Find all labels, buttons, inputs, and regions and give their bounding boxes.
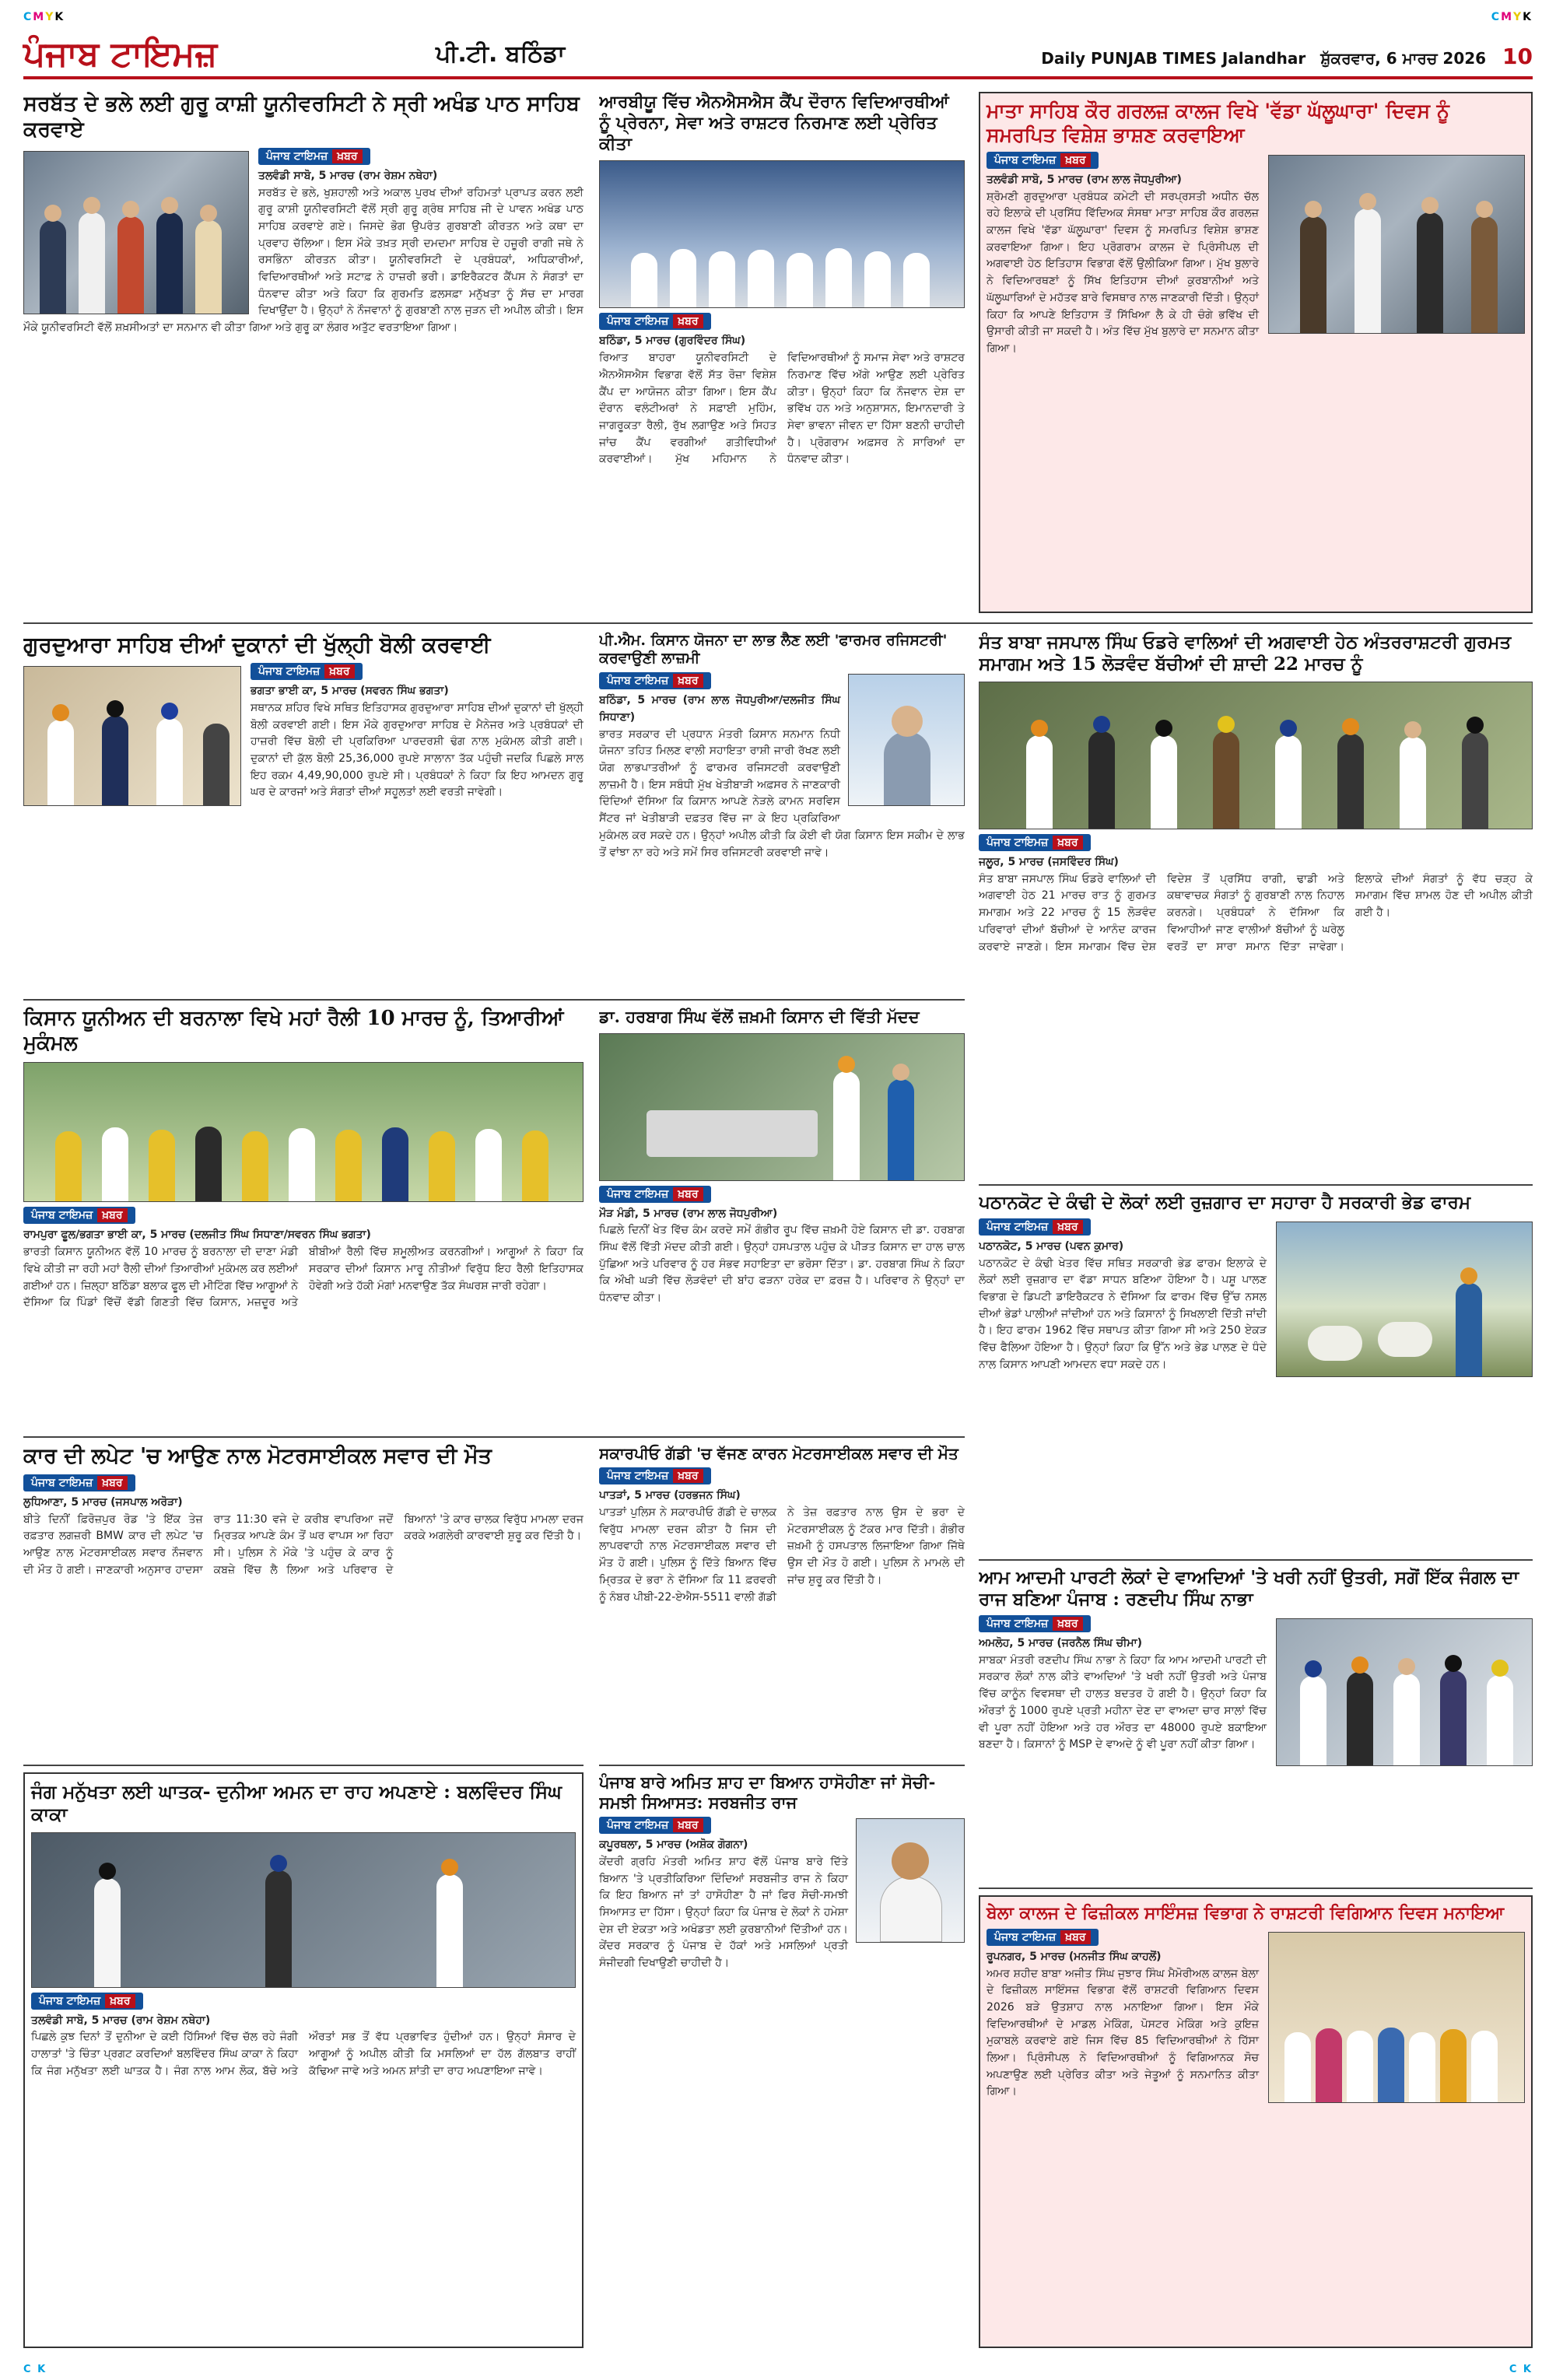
byline-badge: ਪੰਜਾਬ ਟਾਇਮਜ਼ ਖ਼ਬਰ [23,1207,135,1224]
article-photo [1268,1932,1525,2103]
article-body: ਕੇਂਦਰੀ ਗ੍ਰਹਿ ਮੰਤਰੀ ਅਮਿਤ ਸ਼ਾਹ ਵੱਲੋਂ ਪੰਜਾਬ ਬਾਰੇ ਦਿੱਤੇ ਬਿਆਨ 'ਤੇ ਪ੍ਰਤੀਕਿਰਿਆ ਦਿੰਦਿਆਂ ਸਰਬਜੀਤ ਰਾਜ ਨੇ ਕਿਹਾ ਕਿ ਇਹ ਬਿਆਨ ਜਾਂ ਤਾਂ ਹਾਸੋਹੀਣਾ ਹੈ ਜਾਂ ਫਿਰ ਸੋਚੀ-ਸਮਝੀ ਸਿਆਸਤ ਦਾ ਹਿੱਸਾ। ਉਨ੍ਹਾਂ ਕਿਹਾ ਕਿ ਪੰਜਾਬ ਦੇ ਲੋਕਾਂ ਨੇ ਹਮੇਸ਼ਾ ਦੇਸ਼ ਦੀ ਏਕਤਾ ਅਤੇ ਅਖੰਡਤਾ ਲਈ ਕੁਰਬਾਨੀਆਂ ਦਿੱਤੀਆਂ ਹਨ। ਕੇਂਦਰ ਸਰਕਾਰ ਨੂੰ ਪੰਜਾਬ ਦੇ ਹੱਕਾਂ ਅਤੇ ਮਸਲਿਆਂ ਪ੍ਰਤੀ ਸੰਜੀਦਗੀ ਦਿਖਾਉਣੀ ਚਾਹੀਦੀ ਹੈ। [599,1855,848,1970]
article-headline: ਡਾ. ਹਰਬਾਗ ਸਿੰਘ ਵੱਲੋਂ ਜ਼ਖ਼ਮੀ ਕਿਸਾਨ ਦੀ ਵਿੱਤੀ ਮੱਦਦ [599,1007,920,1026]
byline-badge: ਪੰਜਾਬ ਟਾਇਮਜ਼ ਖ਼ਬਰ [599,1186,711,1203]
article-dateline: ਜਲੂਰ, 5 ਮਾਰਚ (ਜਸਵਿੰਦਰ ਸਿੰਘ) [979,856,1119,869]
article-dateline: ਤਲਵੰਡੀ ਸਾਬੋ, 5 ਮਾਰਚ (ਰਾਮ ਰੇਸ਼ਮ ਨਥੇਹਾ) [31,2014,211,2027]
byline-badge: ਪੰਜਾਬ ਟਾਇਮਜ਼ ਖ਼ਬਰ [979,834,1091,851]
article-body: ਭਾਰਤੀ ਕਿਸਾਨ ਯੂਨੀਅਨ ਵੱਲੋਂ 10 ਮਾਰਚ ਨੂੰ ਬਰਨਾਲਾ ਦੀ ਦਾਣਾ ਮੰਡੀ ਵਿਖੇ ਕੀਤੀ ਜਾ ਰਹੀ ਮਹਾਂ ਰੈਲੀ ਦੀਆਂ ਤਿਆਰੀਆਂ ਮੁਕੰਮਲ ਕਰ ਲਈਆਂ ਗਈਆਂ ਹਨ। ਜ਼ਿਲ੍ਹਾ ਬਠਿੰਡਾ ਬਲਾਕ ਫੂਲ ਦੀ ਮੀਟਿੰਗ ਵਿੱਚ ਆਗੂਆਂ ਨੇ ਦੱਸਿਆ ਕਿ ਪਿੰਡਾਂ ਵਿੱਚੋਂ ਵੱਡੀ ਗਿਣਤੀ ਵਿੱਚ ਕਿਸਾਨ, ਮਜ਼ਦੂਰ ਅਤੇ ਬੀਬੀਆਂ ਰੈਲੀ ਵਿੱਚ ਸ਼ਮੂਲੀਅਤ ਕਰਨਗੀਆਂ। ਆਗੂਆਂ ਨੇ ਕਿਹਾ ਕਿ ਸਰਕਾਰ ਦੀਆਂ ਕਿਸਾਨ ਮਾਰੂ ਨੀਤੀਆਂ ਵਿਰੁੱਧ ਇਹ ਰੈਲੀ ਇਤਿਹਾਸਕ ਹੋਵੇਗੀ ਅਤੇ ਹੱਕੀ ਮੰਗਾਂ ਮਨਵਾਉਣ ਤੱਕ ਸੰਘਰਸ਼ ਜਾਰੀ ਰਹੇਗਾ। [23,1246,584,1309]
article-headline: ਆਮ ਆਦਮੀ ਪਾਰਟੀ ਲੋਕਾਂ ਦੇ ਵਾਅਦਿਆਂ 'ਤੇ ਖਰੀ ਨਹੀਂ ਉਤਰੀ, ਸਗੋਂ ਇੱਕ ਜੰਗਲ ਦਾ ਰਾਜ ਬਣਿਆ ਪੰਜਾਬ : ਰਣਦੀਪ ਸਿੰਘ ਨਾਭਾ [979,1567,1519,1611]
article-bmw-accident [23,1444,584,1755]
article-dateline: ਰਾਮਪੁਰਾ ਫੂਲ/ਭਗਤਾ ਭਾਈ ਕਾ, 5 ਮਾਰਚ (ਦਲਜੀਤ ਸਿੰਘ ਸਿਧਾਣਾ/ਸਵਰਨ ਸਿੰਘ ਭਗਤਾ) [23,1229,371,1242]
article-photo [856,1818,965,1943]
article-dateline: ਰੂਪਨਗਰ, 5 ਮਾਰਚ (ਮਨਜੀਤ ਸਿੰਘ ਕਾਹਲੋਂ) [987,1950,1162,1963]
article-body: ਅਮਰ ਸ਼ਹੀਦ ਬਾਬਾ ਅਜੀਤ ਸਿੰਘ ਜੁਝਾਰ ਸਿੰਘ ਮੈਮੋਰੀਅਲ ਕਾਲਜ ਬੇਲਾ ਦੇ ਫਿਜ਼ੀਕਲ ਸਾਇੰਸਜ਼ ਵਿਭਾਗ ਵੱਲੋਂ ਰਾਸ਼ਟਰੀ ਵਿਗਿਆਨ ਦਿਵਸ 2026 ਬੜੇ ਉਤਸ਼ਾਹ ਨਾਲ ਮਨਾਇਆ ਗਿਆ। ਇਸ ਮੌਕੇ ਵਿਦਿਆਰਥੀਆਂ ਦੇ ਮਾਡਲ ਮੇਕਿੰਗ, ਪੋਸਟਰ ਮੇਕਿੰਗ ਅਤੇ ਕੁਇਜ਼ ਮੁਕਾਬਲੇ ਕਰਵਾਏ ਗਏ ਜਿਸ ਵਿੱਚ 85 ਵਿਦਿਆਰਥੀਆਂ ਨੇ ਹਿੱਸਾ ਲਿਆ। ਪ੍ਰਿੰਸੀਪਲ ਨੇ ਵਿਦਿਆਰਥੀਆਂ ਨੂੰ ਵਿਗਿਆਨਕ ਸੋਚ ਅਪਣਾਉਣ ਲਈ ਪ੍ਰੇਰਿਤ ਕੀਤਾ ਅਤੇ ਜੇਤੂਆਂ ਨੂੰ ਸਨਮਾਨਿਤ ਕੀਤਾ ਗਿਆ। [987,1967,1259,2098]
article-gurmat-samagam [979,632,1533,1176]
issue-date: ਸ਼ੁੱਕਰਵਾਰ, 6 ਮਾਰਚ 2026 [1320,49,1487,68]
article-headline: ਬੇਲਾ ਕਾਲਜ ਦੇ ਫਿਜ਼ੀਕਲ ਸਾਇੰਸਜ਼ ਵਿਭਾਗ ਨੇ ਰਾਸ਼ਟਰੀ ਵਿਗਿਆਨ ਦਿਵਸ ਮਨਾਇਆ [987,1903,1505,1923]
article-headline: ਸਕਾਰਪੀਓ ਗੱਡੀ 'ਚ ਵੱਜਣ ਕਾਰਨ ਮੋਟਰਸਾਈਕਲ ਸਵਾਰ ਦੀ ਮੌਤ [599,1444,958,1463]
byline-badge: ਪੰਜਾਬ ਟਾਇਮਜ਼ ਖ਼ਬਰ [23,1474,135,1491]
article-dateline: ਤਲਵੰਡੀ ਸਾਬੋ, 5 ਮਾਰਚ (ਰਾਮ ਰੇਸ਼ਮ ਨਥੇਹਾ) [258,169,438,182]
edition-name: Daily PUNJAB TIMES Jalandhar [1041,49,1306,68]
article-dateline: ਪਠਾਨਕੋਟ, 5 ਮਾਰਚ (ਪਵਨ ਕੁਮਾਰ) [979,1240,1124,1253]
article-headline: ਕਿਸਾਨ ਯੂਨੀਅਨ ਦੀ ਬਰਨਾਲਾ ਵਿਖੇ ਮਹਾਂ ਰੈਲੀ 10 ਮਾਰਚ ਨੂੰ, ਤਿਆਰੀਆਂ ਮੁਕੰਮਲ [23,1007,564,1055]
article-headline: ਸੰਤ ਬਾਬਾ ਜਸਪਾਲ ਸਿੰਘ ਓਡਰੇ ਵਾਲਿਆਂ ਦੀ ਅਗਵਾਈ ਹੇਠ ਅੰਤਰਰਾਸ਼ਟਰੀ ਗੁਰਮਤ ਸਮਾਗਮ ਅਤੇ 15 ਲੋੜਵੰਦ ਬੱਚੀਆਂ ਦੀ ਸ਼ਾਦੀ 22 ਮਾਰਚ ਨੂੰ [979,632,1512,675]
byline-badge: ਪੰਜਾਬ ਟਾਇਮਜ਼ ਖ਼ਬਰ [31,1993,143,2010]
article-scorpio-accident [599,1444,965,1755]
article-body: ਬੀਤੇ ਦਿਨੀਂ ਫ਼ਿਰੋਜ਼ਪੁਰ ਰੋਡ 'ਤੇ ਇੱਕ ਤੇਜ਼ ਰਫ਼ਤਾਰ ਲਗਜ਼ਰੀ BMW ਕਾਰ ਦੀ ਲਪੇਟ 'ਚ ਆਉਣ ਨਾਲ ਮੋਟਰਸਾਈਕਲ ਸਵਾਰ ਨੌਜਵਾਨ ਦੀ ਮੌਤ ਹੋ ਗਈ। ਜਾਣਕਾਰੀ ਅਨੁਸਾਰ ਹਾਦਸਾ ਰਾਤ 11:30 ਵਜੇ ਦੇ ਕਰੀਬ ਵਾਪਰਿਆ ਜਦੋਂ ਮ੍ਰਿਤਕ ਆਪਣੇ ਕੰਮ ਤੋਂ ਘਰ ਵਾਪਸ ਆ ਰਿਹਾ ਸੀ। ਪੁਲਿਸ ਨੇ ਮੌਕੇ 'ਤੇ ਪਹੁੰਚ ਕੇ ਕਾਰ ਨੂੰ ਕਬਜ਼ੇ ਵਿੱਚ ਲੈ ਲਿਆ ਅਤੇ ਪਰਿਵਾਰ ਦੇ ਬਿਆਨਾਂ 'ਤੇ ਕਾਰ ਚਾਲਕ ਵਿਰੁੱਧ ਮਾਮਲਾ ਦਰਜ ਕਰਕੇ ਅਗਲੇਰੀ ਕਾਰਵਾਈ ਸ਼ੁਰੂ ਕਰ ਦਿੱਤੀ ਹੈ। [23,1512,584,1576]
byline-badge: ਪੰਜਾਬ ਟਾਇਮਜ਼ ਖ਼ਬਰ [599,313,711,330]
article-headline: ਪੰਜਾਬ ਬਾਰੇ ਅਮਿਤ ਸ਼ਾਹ ਦਾ ਬਿਆਨ ਹਾਸੋਹੀਣਾ ਜਾਂ ਸੋਚੀ-ਸਮਝੀ ਸਿਆਸਤ: ਸਰਬਜੀਤ ਰਾਜ [599,1772,936,1812]
edition-info [1041,44,1533,69]
article-war-peace [23,1772,584,2348]
article-body: ਪਿਛਲੇ ਕੁਝ ਦਿਨਾਂ ਤੋਂ ਦੁਨੀਆ ਦੇ ਕਈ ਹਿੱਸਿਆਂ ਵਿੱਚ ਚੱਲ ਰਹੇ ਜੰਗੀ ਹਾਲਾਤਾਂ 'ਤੇ ਚਿੰਤਾ ਪ੍ਰਗਟ ਕਰਦਿਆਂ ਬਲਵਿੰਦਰ ਸਿੰਘ ਕਾਕਾ ਨੇ ਕਿਹਾ ਕਿ ਜੰਗ ਮਨੁੱਖਤਾ ਲਈ ਘਾਤਕ ਹੈ। ਜੰਗ ਨਾਲ ਆਮ ਲੋਕ, ਬੱਚੇ ਅਤੇ ਔਰਤਾਂ ਸਭ ਤੋਂ ਵੱਧ ਪ੍ਰਭਾਵਿਤ ਹੁੰਦੀਆਂ ਹਨ। ਉਨ੍ਹਾਂ ਸੰਸਾਰ ਦੇ ਆਗੂਆਂ ਨੂੰ ਅਪੀਲ ਕੀਤੀ ਕਿ ਮਸਲਿਆਂ ਦਾ ਹੱਲ ਗੱਲਬਾਤ ਰਾਹੀਂ ਕੱਢਿਆ ਜਾਵੇ ਅਤੇ ਅਮਨ ਸ਼ਾਂਤੀ ਦਾ ਰਾਹ ਅਪਣਾਇਆ ਜਾਵੇ। [31,2031,576,2077]
article-dateline: ਬਠਿੰਡਾ, 5 ਮਾਰਚ (ਰਾਮ ਲਾਲ ਜੋਧਪੁਰੀਆ/ਦਲਜੀਤ ਸਿੰਘ ਸਿਧਾਣਾ) [599,694,840,724]
article-body: ਰਿਆਤ ਬਾਹਰਾ ਯੂਨੀਵਰਸਿਟੀ ਦੇ ਐਨਐਸਐਸ ਵਿਭਾਗ ਵੱਲੋਂ ਸੱਤ ਰੋਜ਼ਾ ਵਿਸ਼ੇਸ਼ ਕੈਂਪ ਦਾ ਆਯੋਜਨ ਕੀਤਾ ਗਿਆ। ਇਸ ਕੈਂਪ ਦੌਰਾਨ ਵਲੰਟੀਅਰਾਂ ਨੇ ਸਫ਼ਾਈ ਮੁਹਿੰਮ, ਜਾਗਰੂਕਤਾ ਰੈਲੀ, ਰੁੱਖ ਲਗਾਉਣ ਅਤੇ ਸਿਹਤ ਜਾਂਚ ਕੈਂਪ ਵਰਗੀਆਂ ਗਤੀਵਿਧੀਆਂ ਕਰਵਾਈਆਂ। ਮੁੱਖ ਮਹਿਮਾਨ ਨੇ ਵਿਦਿਆਰਥੀਆਂ ਨੂੰ ਸਮਾਜ ਸੇਵਾ ਅਤੇ ਰਾਸ਼ਟਰ ਨਿਰਮਾਣ ਵਿੱਚ ਅੱਗੇ ਆਉਣ ਲਈ ਪ੍ਰੇਰਿਤ ਕੀਤਾ। ਉਨ੍ਹਾਂ ਕਿਹਾ ਕਿ ਨੌਜਵਾਨ ਦੇਸ਼ ਦਾ ਭਵਿੱਖ ਹਨ ਅਤੇ ਅਨੁਸ਼ਾਸਨ, ਇਮਾਨਦਾਰੀ ਤੇ ਸੇਵਾ ਭਾਵਨਾ ਜੀਵਨ ਦਾ ਹਿੱਸਾ ਬਣਨੀ ਚਾਹੀਦੀ ਹੈ। ਪ੍ਰੋਗਰਾਮ ਅਫ਼ਸਰ ਨੇ ਸਾਰਿਆਂ ਦਾ ਧੰਨਵਾਦ ਕੀਤਾ। [599,352,965,466]
page-section: ਪੀ.ਟੀ. ਬਠਿੰਡਾ [436,40,566,68]
color-registration-left: CMYK [23,11,65,23]
byline-badge: ਪੰਜਾਬ ਟਾਇਮਜ਼ ਖ਼ਬਰ [987,1929,1099,1946]
article-body: ਸ਼੍ਰੋਮਣੀ ਗੁਰਦੁਆਰਾ ਪ੍ਰਬੰਧਕ ਕਮੇਟੀ ਦੀ ਸਰਪ੍ਰਸਤੀ ਅਧੀਨ ਚੱਲ ਰਹੇ ਇਲਾਕੇ ਦੀ ਪ੍ਰਸਿੱਧ ਵਿੱਦਿਅਕ ਸੰਸਥਾ ਮਾਤਾ ਸਾਹਿਬ ਕੌਰ ਗਰਲਜ਼ ਕਾਲਜ ਵਿਖੇ 'ਵੱਡਾ ਘੱਲੂਘਾਰਾ' ਦਿਵਸ ਨੂੰ ਸਮਰਪਿਤ ਵਿਸ਼ੇਸ਼ ਭਾਸ਼ਣ ਕਰਵਾਇਆ ਗਿਆ। ਇਹ ਪ੍ਰੋਗਰਾਮ ਕਾਲਜ ਦੇ ਪ੍ਰਿੰਸੀਪਲ ਦੀ ਅਗਵਾਈ ਹੇਠ ਇਤਿਹਾਸ ਵਿਭਾਗ ਵੱਲੋਂ ਉਲੀਕਿਆ ਗਿਆ। ਮੁੱਖ ਬੁਲਾਰੇ ਨੇ ਵਿਦਿਆਰਥਣਾਂ ਨੂੰ ਸਿੱਖ ਇਤਿਹਾਸ ਦੀਆਂ ਕੁਰਬਾਨੀਆਂ ਅਤੇ ਘੱਲੂਘਾਰਿਆਂ ਦੇ ਮਹੱਤਵ ਬਾਰੇ ਵਿਸਥਾਰ ਨਾਲ ਜਾਣਕਾਰੀ ਦਿੱਤੀ। ਉਨ੍ਹਾਂ ਕਿਹਾ ਕਿ ਆਪਣੇ ਇਤਿਹਾਸ ਤੋਂ ਸਿੱਖਿਆ ਲੈ ਕੇ ਹੀ ਚੰਗੇ ਭਵਿੱਖ ਦੀ ਉਸਾਰੀ ਕੀਤੀ ਜਾ ਸਕਦੀ ਹੈ। ਅੰਤ ਵਿੱਚ ਮੁੱਖ ਬੁਲਾਰੇ ਦਾ ਸਨਮਾਨ ਕੀਤਾ ਗਿਆ। [987,190,1259,355]
color-registration-right: CMYK [1491,11,1533,23]
byline-badge: ਪੰਜਾਬ ਟਾਇਮਜ਼ ਖ਼ਬਰ [979,1615,1091,1632]
page-number: 10 [1502,44,1533,69]
article-body: ਸਰਬੱਤ ਦੇ ਭਲੇ, ਖੁਸ਼ਹਾਲੀ ਅਤੇ ਅਕਾਲ ਪੁਰਖ ਦੀਆਂ ਰਹਿਮਤਾਂ ਪ੍ਰਾਪਤ ਕਰਨ ਲਈ ਗੁਰੂ ਕਾਸ਼ੀ ਯੂਨੀਵਰਸਿਟੀ ਵੱਲੋਂ ਸ੍ਰੀ ਗੁਰੂ ਗ੍ਰੰਥ ਸਾਹਿਬ ਜੀ ਦੇ ਪਾਵਨ ਅਖੰਡ ਪਾਠ ਸਾਹਿਬ ਕਰਵਾਏ ਗਏ। ਜਿਸਦੇ ਭੋਗ ਉਪਰੰਤ ਗੁਰਬਾਣੀ ਕੀਰਤਨ ਅਤੇ ਕਥਾ ਦਾ ਪ੍ਰਵਾਹ ਚੱਲਿਆ। ਇਸ ਮੌਕੇ ਤਖ਼ਤ ਸ੍ਰੀ ਦਮਦਮਾ ਸਾਹਿਬ ਦੇ ਹਜ਼ੂਰੀ ਰਾਗੀ ਜਥੇ ਨੇ ਰਸਭਿੰਨਾ ਕੀਰਤਨ ਕੀਤਾ। ਯੂਨੀਵਰਸਿਟੀ ਦੇ ਪ੍ਰਬੰਧਕਾਂ, ਅਧਿਕਾਰੀਆਂ, ਵਿਦਿਆਰਥੀਆਂ ਅਤੇ ਸਟਾਫ਼ ਨੇ ਹਾਜ਼ਰੀ ਭਰੀ। ਡਾਇਰੈਕਟਰ ਕੈਂਪਸ ਨੇ ਸੰਗਤਾਂ ਦਾ ਧੰਨਵਾਦ ਕੀਤਾ ਅਤੇ ਕਿਹਾ ਕਿ ਗੁਰਮਤਿ ਫ਼ਲਸਫ਼ਾ ਮਨੁੱਖਤਾ ਨੂੰ ਸੱਚ ਦਾ ਮਾਰਗ ਦਿਖਾਉਂਦਾ ਹੈ। ਉਨ੍ਹਾਂ ਨੇ ਨੌਜਵਾਨਾਂ ਨੂੰ ਗੁਰਬਾਣੀ ਨਾਲ ਜੁੜਨ ਦੀ ਅਪੀਲ ਕੀਤੀ। ਇਸ ਮੌਕੇ ਯੂਨੀਵਰਸਿਟੀ ਵੱਲੋਂ ਸ਼ਖ਼ਸੀਅਤਾਂ ਦਾ ਸਨਮਾਨ ਵੀ ਕੀਤਾ ਗਿਆ ਅਤੇ ਗੁਰੂ ਕਾ ਲੰਗਰ ਅਤੁੱਟ ਵਰਤਾਇਆ ਗਿਆ। [23,186,584,335]
article-photo [31,1832,576,1988]
article-body: ਪਿਛਲੇ ਦਿਨੀਂ ਖੇਤ ਵਿੱਚ ਕੰਮ ਕਰਦੇ ਸਮੇਂ ਗੰਭੀਰ ਰੂਪ ਵਿੱਚ ਜ਼ਖ਼ਮੀ ਹੋਏ ਕਿਸਾਨ ਦੀ ਡਾ. ਹਰਬਾਗ ਸਿੰਘ ਵੱਲੋਂ ਵਿੱਤੀ ਮੱਦਦ ਕੀਤੀ ਗਈ। ਉਨ੍ਹਾਂ ਹਸਪਤਾਲ ਪਹੁੰਚ ਕੇ ਪੀੜਤ ਕਿਸਾਨ ਦਾ ਹਾਲ ਚਾਲ ਪੁੱਛਿਆ ਅਤੇ ਪਰਿਵਾਰ ਨੂੰ ਹਰ ਸੰਭਵ ਸਹਾਇਤਾ ਦਾ ਭਰੋਸਾ ਦਿੱਤਾ। ਡਾ. ਹਰਬਾਗ ਸਿੰਘ ਨੇ ਕਿਹਾ ਕਿ ਔਖੀ ਘੜੀ ਵਿੱਚ ਲੋੜਵੰਦਾਂ ਦੀ ਬਾਂਹ ਫੜਨਾ ਹਰੇਕ ਦਾ ਫ਼ਰਜ਼ ਹੈ। ਪਰਿਵਾਰ ਨੇ ਉਨ੍ਹਾਂ ਦਾ ਧੰਨਵਾਦ ਕੀਤਾ। [599,1224,965,1305]
article-gurdwara-shops [23,632,584,990]
byline-badge: ਪੰਜਾਬ ਟਾਇਮਜ਼ ਖ਼ਬਰ [599,672,711,689]
article-headline: ਮਾਤਾ ਸਾਹਿਬ ਕੌਰ ਗਰਲਜ਼ ਕਾਲਜ ਵਿਖੇ 'ਵੱਡਾ ਘੱਲੂਘਾਰਾ' ਦਿਵਸ ਨੂੰ ਸਮਰਪਿਤ ਵਿਸ਼ੇਸ਼ ਭਾਸ਼ਣ ਕਰਵਾਇਆ [987,100,1449,146]
article-dateline: ਅਮਲੋਹ, 5 ਮਾਰਚ (ਜਰਨੈਲ ਸਿੰਘ ਚੀਮਾ) [979,1637,1143,1650]
article-headline: ਪੀ.ਐਮ. ਕਿਸਾਨ ਯੋਜਨਾ ਦਾ ਲਾਭ ਲੈਣ ਲਈ 'ਫਾਰਮਰ ਰਜਿਸਟਰੀ' ਕਰਵਾਉਣੀ ਲਾਜ਼ਮੀ [599,632,948,668]
article-photo [848,674,965,806]
article-photo [979,682,1533,829]
byline-badge: ਪੰਜਾਬ ਟਾਇਮਜ਼ ਖ਼ਬਰ [987,152,1099,169]
byline-badge: ਪੰਜਾਬ ਟਾਇਮਜ਼ ਖ਼ਬਰ [251,663,363,680]
footer-registration-right: C K [1509,2364,1533,2375]
article-dateline: ਤਲਵੰਡੀ ਸਾਬੋ, 5 ਮਾਰਚ (ਰਾਮ ਲਾਲ ਜੋਧਪੁਰੀਆ) [987,174,1182,186]
article-amit-shah-statement [599,1772,965,2348]
article-dateline: ਬਠਿੰਡਾ, 5 ਮਾਰਚ (ਗੁਰਵਿੰਦਰ ਸਿੰਘ) [599,335,746,348]
byline-badge: ਪੰਜਾਬ ਟਾਇਮਜ਼ ਖ਼ਬਰ [599,1817,711,1834]
newspaper-title: ਪੰਜਾਬ ਟਾਇਮਜ਼ [23,34,218,74]
article-body: ਸਾਬਕਾ ਮੰਤਰੀ ਰਣਦੀਪ ਸਿੰਘ ਨਾਭਾ ਨੇ ਕਿਹਾ ਕਿ ਆਮ ਆਦਮੀ ਪਾਰਟੀ ਦੀ ਸਰਕਾਰ ਲੋਕਾਂ ਨਾਲ ਕੀਤੇ ਵਾਅਦਿਆਂ 'ਤੇ ਖਰੀ ਨਹੀਂ ਉਤਰੀ ਅਤੇ ਪੰਜਾਬ ਵਿੱਚ ਕਾਨੂੰਨ ਵਿਵਸਥਾ ਦੀ ਹਾਲਤ ਬਦਤਰ ਹੋ ਗਈ ਹੈ। ਉਨ੍ਹਾਂ ਕਿਹਾ ਕਿ ਔਰਤਾਂ ਨੂੰ 1000 ਰੁਪਏ ਪ੍ਰਤੀ ਮਹੀਨਾ ਦੇਣ ਦਾ ਵਾਅਦਾ ਚਾਰ ਸਾਲਾਂ ਵਿੱਚ ਵੀ ਪੂਰਾ ਨਹੀਂ ਹੋਇਆ ਅਤੇ ਹਰ ਔਰਤ ਦਾ 48000 ਰੁਪਏ ਬਕਾਇਆ ਬਣਦਾ ਹੈ। ਕਿਸਾਨਾਂ ਨੂੰ MSP ਦੇ ਵਾਅਦੇ ਨੂੰ ਵੀ ਪੂਰਾ ਨਹੀਂ ਕੀਤਾ ਗਿਆ। [979,1653,1267,1751]
article-photo [23,151,249,314]
article-dateline: ਭਗਤਾ ਭਾਈ ਕਾ, 5 ਮਾਰਚ (ਸਵਰਨ ਸਿੰਘ ਭਗਤਾ) [251,685,449,698]
byline-badge: ਪੰਜਾਬ ਟਾਇਮਜ਼ ਖ਼ਬਰ [979,1218,1091,1236]
article-ghallughara-lecture [979,92,1533,613]
article-headline: ਆਰਬੀਯੂ ਵਿੱਚ ਐਨਐਸਐਸ ਕੈਂਪ ਦੌਰਾਨ ਵਿਦਿਆਰਥੀਆਂ ਨੂੰ ਪ੍ਰੇਰਨਾ, ਸੇਵਾ ਅਤੇ ਰਾਸ਼ਟਰ ਨਿਰਮਾਣ ਲਈ ਪ੍ਰੇਰਿਤ ਕੀਤਾ [599,92,949,154]
article-body: ਭਾਰਤ ਸਰਕਾਰ ਦੀ ਪ੍ਰਧਾਨ ਮੰਤਰੀ ਕਿਸਾਨ ਸਨਮਾਨ ਨਿਧੀ ਯੋਜਨਾ ਤਹਿਤ ਮਿਲਣ ਵਾਲੀ ਸਹਾਇਤਾ ਰਾਸ਼ੀ ਜਾਰੀ ਰੱਖਣ ਲਈ ਯੋਗ ਲਾਭਪਾਤਰੀਆਂ ਨੂੰ ਫਾਰਮਰ ਰਜਿਸਟਰੀ ਕਰਵਾਉਣੀ ਲਾਜ਼ਮੀ ਹੈ। ਇਸ ਸਬੰਧੀ ਮੁੱਖ ਖੇਤੀਬਾੜੀ ਅਫ਼ਸਰ ਨੇ ਜਾਣਕਾਰੀ ਦਿੰਦਿਆਂ ਦੱਸਿਆ ਕਿ ਕਿਸਾਨ ਆਪਣੇ ਨੇੜਲੇ ਕਾਮਨ ਸਰਵਿਸ ਸੈਂਟਰ ਜਾਂ ਖੇਤੀਬਾੜੀ ਦਫ਼ਤਰ ਵਿੱਚ ਜਾ ਕੇ ਇਹ ਪ੍ਰਕਿਰਿਆ ਮੁਕੰਮਲ ਕਰ ਸਕਦੇ ਹਨ। ਉਨ੍ਹਾਂ ਅਪੀਲ ਕੀਤੀ ਕਿ ਕੋਈ ਵੀ ਯੋਗ ਕਿਸਾਨ ਇਸ ਸਕੀਮ ਦੇ ਲਾਭ ਤੋਂ ਵਾਂਝਾ ਨਾ ਰਹੇ ਅਤੇ ਸਮੇਂ ਸਿਰ ਰਜਿਸਟਰੀ ਕਰਵਾਈ ਜਾਵੇ। [599,727,965,859]
article-university-path [23,92,584,613]
article-farmer-registry [599,632,965,990]
article-photo [23,1062,584,1202]
article-photo [599,1033,965,1181]
article-science-day [979,1895,1533,2348]
article-nss-camp [599,92,965,613]
article-headline: ਪਠਾਨਕੋਟ ਦੇ ਕੰਢੀ ਦੇ ਲੋਕਾਂ ਲਈ ਰੁਜ਼ਗਾਰ ਦਾ ਸਹਾਰਾ ਹੈ ਸਰਕਾਰੀ ਭੇਡ ਫਾਰਮ [979,1192,1471,1213]
article-dateline: ਪਾਤੜਾਂ, 5 ਮਾਰਚ (ਹਰਭਜਨ ਸਿੰਘ) [599,1489,741,1502]
byline-badge: ਪੰਜਾਬ ਟਾਇਮਜ਼ ਖ਼ਬਰ [258,148,370,165]
article-kisan-rally [23,1007,584,1427]
masthead [23,34,1533,79]
article-body: ਪਠਾਨਕੋਟ ਦੇ ਕੰਢੀ ਖੇਤਰ ਵਿੱਚ ਸਥਿਤ ਸਰਕਾਰੀ ਭੇਡ ਫਾਰਮ ਇਲਾਕੇ ਦੇ ਲੋਕਾਂ ਲਈ ਰੁਜ਼ਗਾਰ ਦਾ ਵੱਡਾ ਸਾਧਨ ਬਣਿਆ ਹੋਇਆ ਹੈ। ਪਸ਼ੂ ਪਾਲਣ ਵਿਭਾਗ ਦੇ ਡਿਪਟੀ ਡਾਇਰੈਕਟਰ ਨੇ ਦੱਸਿਆ ਕਿ ਫਾਰਮ ਵਿੱਚ ਉੱਚ ਨਸਲ ਦੀਆਂ ਭੇਡਾਂ ਪਾਲੀਆਂ ਜਾਂਦੀਆਂ ਹਨ ਅਤੇ ਕਿਸਾਨਾਂ ਨੂੰ ਸਿਖਲਾਈ ਦਿੱਤੀ ਜਾਂਦੀ ਹੈ। ਇਹ ਫਾਰਮ 1962 ਵਿੱਚ ਸਥਾਪਤ ਕੀਤਾ ਗਿਆ ਸੀ ਅਤੇ 250 ਏਕੜ ਵਿੱਚ ਫੈਲਿਆ ਹੋਇਆ ਹੈ। ਉਨ੍ਹਾਂ ਕਿਹਾ ਕਿ ਉੱਨ ਅਤੇ ਭੇਡ ਪਾਲਣ ਦੇ ਧੰਦੇ ਨਾਲ ਕਿਸਾਨ ਆਪਣੀ ਆਮਦਨ ਵਧਾ ਸਕਦੇ ਹਨ। [979,1257,1267,1371]
article-headline: ਕਾਰ ਦੀ ਲਪੇਟ 'ਚ ਆਉਣ ਨਾਲ ਮੋਟਰਸਾਈਕਲ ਸਵਾਰ ਦੀ ਮੌਤ [23,1444,492,1468]
article-body: ਸਥਾਨਕ ਸ਼ਹਿਰ ਵਿਖੇ ਸਥਿਤ ਇਤਿਹਾਸਕ ਗੁਰਦੁਆਰਾ ਸਾਹਿਬ ਦੀਆਂ ਦੁਕਾਨਾਂ ਦੀ ਖੁੱਲ੍ਹੀ ਬੋਲੀ ਕਰਵਾਈ ਗਈ। ਇਸ ਮੌਕੇ ਗੁਰਦੁਆਰਾ ਸਾਹਿਬ ਦੇ ਮੈਨੇਜਰ ਅਤੇ ਪ੍ਰਬੰਧਕਾਂ ਦੀ ਹਾਜ਼ਰੀ ਵਿੱਚ ਬੋਲੀ ਦੀ ਪ੍ਰਕਿਰਿਆ ਪਾਰਦਰਸ਼ੀ ਢੰਗ ਨਾਲ ਮੁਕੰਮਲ ਕੀਤੀ ਗਈ। ਦੁਕਾਨਾਂ ਦੀ ਕੁੱਲ ਬੋਲੀ 25,36,000 ਰੁਪਏ ਸਾਲਾਨਾ ਤੱਕ ਪਹੁੰਚੀ ਜਦਕਿ ਪਿਛਲੇ ਸਾਲ ਇਹ ਰਕਮ 4,49,90,000 ਰੁਪਏ ਸੀ। ਪ੍ਰਬੰਧਕਾਂ ਨੇ ਕਿਹਾ ਕਿ ਇਹ ਆਮਦਨ ਗੁਰੂ ਘਰ ਦੇ ਕਾਰਜਾਂ ਅਤੇ ਸੰਗਤਾਂ ਦੀਆਂ ਸਹੂਲਤਾਂ ਲਈ ਵਰਤੀ ਜਾਵੇਗੀ। [251,701,584,799]
article-nabha-statement [979,1567,1533,1878]
article-photo [599,160,965,308]
article-photo [1276,1618,1533,1766]
article-body: ਸੰਤ ਬਾਬਾ ਜਸਪਾਲ ਸਿੰਘ ਓਡਰੇ ਵਾਲਿਆਂ ਦੀ ਅਗਵਾਈ ਹੇਠ 21 ਮਾਰਚ ਰਾਤ ਨੂੰ ਗੁਰਮਤ ਸਮਾਗਮ ਅਤੇ 22 ਮਾਰਚ ਨੂੰ 15 ਲੋੜਵੰਦ ਪਰਿਵਾਰਾਂ ਦੀਆਂ ਬੱਚੀਆਂ ਦੇ ਆਨੰਦ ਕਾਰਜ ਕਰਵਾਏ ਜਾਣਗੇ। ਇਸ ਸਮਾਗਮ ਵਿੱਚ ਦੇਸ਼ ਵਿਦੇਸ਼ ਤੋਂ ਪ੍ਰਸਿੱਧ ਰਾਗੀ, ਢਾਡੀ ਅਤੇ ਕਥਾਵਾਚਕ ਸੰਗਤਾਂ ਨੂੰ ਗੁਰਬਾਣੀ ਨਾਲ ਨਿਹਾਲ ਕਰਨਗੇ। ਪ੍ਰਬੰਧਕਾਂ ਨੇ ਦੱਸਿਆ ਕਿ ਵਿਆਹੀਆਂ ਜਾਣ ਵਾਲੀਆਂ ਬੱਚੀਆਂ ਨੂੰ ਘਰੇਲੂ ਵਰਤੋਂ ਦਾ ਸਾਰਾ ਸਮਾਨ ਦਿੱਤਾ ਜਾਵੇਗਾ। ਇਲਾਕੇ ਦੀਆਂ ਸੰਗਤਾਂ ਨੂੰ ਵੱਧ ਚੜ੍ਹ ਕੇ ਸਮਾਗਮ ਵਿੱਚ ਸ਼ਾਮਲ ਹੋਣ ਦੀ ਅਪੀਲ ਕੀਤੀ ਗਈ ਹੈ। [979,872,1533,953]
article-sheep-farm [979,1192,1533,1550]
byline-badge: ਪੰਜਾਬ ਟਾਇਮਜ਼ ਖ਼ਬਰ [599,1467,711,1484]
article-headline: ਸਰਬੱਤ ਦੇ ਭਲੇ ਲਈ ਗੁਰੂ ਕਾਸ਼ੀ ਯੂਨੀਵਰਸਿਟੀ ਨੇ ਸ੍ਰੀ ਅਖੰਡ ਪਾਠ ਸਾਹਿਬ ਕਰਵਾਏ [23,92,580,142]
article-dateline: ਮੌੜ ਮੰਡੀ, 5 ਮਾਰਚ (ਰਾਮ ਲਾਲ ਜੋਧਪੁਰੀਆ) [599,1207,778,1220]
article-dateline: ਕਪੂਰਥਲਾ, 5 ਮਾਰਚ (ਅਸ਼ੋਕ ਗੋਗਨਾ) [599,1838,748,1852]
article-body: ਪਾਤੜਾਂ ਪੁਲਿਸ ਨੇ ਸਕਾਰਪੀਓ ਗੱਡੀ ਦੇ ਚਾਲਕ ਵਿਰੁੱਧ ਮਾਮਲਾ ਦਰਜ ਕੀਤਾ ਹੈ ਜਿਸ ਦੀ ਲਾਪਰਵਾਹੀ ਨਾਲ ਮੋਟਰਸਾਈਕਲ ਸਵਾਰ ਦੀ ਮੌਤ ਹੋ ਗਈ। ਪੁਲਿਸ ਨੂੰ ਦਿੱਤੇ ਬਿਆਨ ਵਿੱਚ ਮ੍ਰਿਤਕ ਦੇ ਭਰਾ ਨੇ ਦੱਸਿਆ ਕਿ 11 ਫ਼ਰਵਰੀ ਨੂੰ ਨੰਬਰ ਪੀਬੀ-22-ਏਐਸ-5511 ਵਾਲੀ ਗੱਡੀ ਨੇ ਤੇਜ਼ ਰਫ਼ਤਾਰ ਨਾਲ ਉਸ ਦੇ ਭਰਾ ਦੇ ਮੋਟਰਸਾਈਕਲ ਨੂੰ ਟੱਕਰ ਮਾਰ ਦਿੱਤੀ। ਗੰਭੀਰ ਜ਼ਖ਼ਮੀ ਨੂੰ ਹਸਪਤਾਲ ਲਿਜਾਇਆ ਗਿਆ ਜਿੱਥੇ ਉਸ ਦੀ ਮੌਤ ਹੋ ਗਈ। ਪੁਲਿਸ ਨੇ ਮਾਮਲੇ ਦੀ ਜਾਂਚ ਸ਼ੁਰੂ ਕਰ ਦਿੱਤੀ ਹੈ। [599,1506,965,1604]
article-injured-farmer-aid [599,1007,965,1427]
article-dateline: ਲੁਧਿਆਣਾ, 5 ਮਾਰਚ (ਜਸਪਾਲ ਅਰੋੜਾ) [23,1495,183,1509]
article-photo [1268,155,1525,334]
footer-registration-left: C K [23,2364,47,2375]
article-photo [1276,1222,1533,1377]
article-photo [23,666,241,806]
article-headline: ਜੰਗ ਮਨੁੱਖਤਾ ਲਈ ਘਾਤਕ- ਦੁਨੀਆ ਅਮਨ ਦਾ ਰਾਹ ਅਪਣਾਏ : ਬਲਵਿੰਦਰ ਸਿੰਘ ਕਾਕਾ [31,1780,562,1826]
article-headline: ਗੁਰਦੁਆਰਾ ਸਾਹਿਬ ਦੀਆਂ ਦੁਕਾਨਾਂ ਦੀ ਖੁੱਲ੍ਹੀ ਬੋਲੀ ਕਰਵਾਈ [23,632,491,657]
